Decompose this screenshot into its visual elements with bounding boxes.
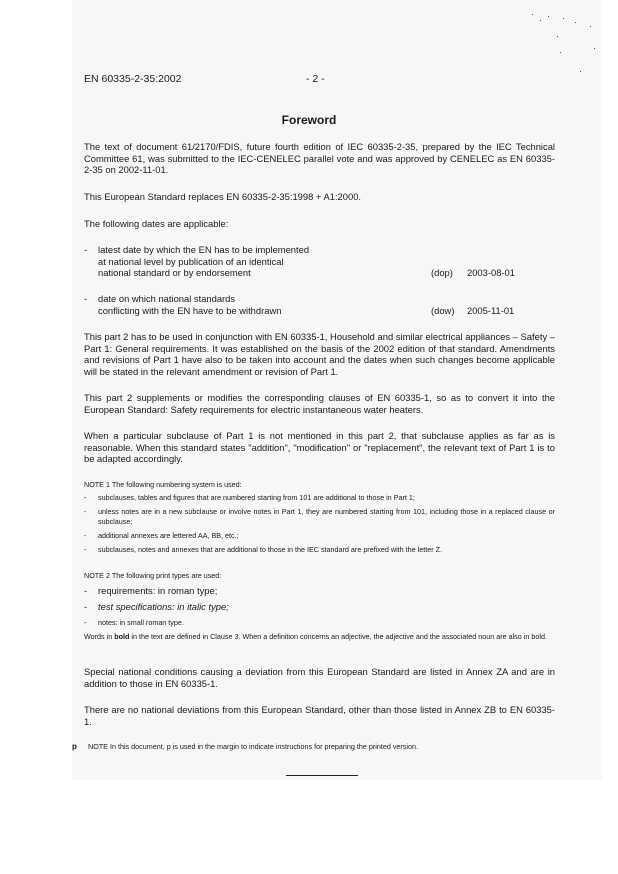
scan-speckle [548,16,549,17]
paragraph-intro: The text of document 61/2170/FDIS, future fourth edition of IEC 60335-2-35, prepared by the IEC Technical Committee 61, was submitted to the IEC-CENELEC parallel vote and was approved by CENELEC as EN 60335-2-35 on 2002-11-01. [84,141,555,176]
print-type-text: test specifications: in italic type; [98,601,229,612]
margin-marker: p [72,742,77,751]
list-dash: - [84,545,87,554]
document-id: EN 60335-2-35:2002 [84,73,182,85]
paragraph-national-deviations: There are no national deviations from this European Standard, other than those listed in Annex ZB to EN 60335-1. [84,704,555,727]
bold-note-post: in the text are defined in Clause 3. When a definition concerns an adjective, the adjective and the associated noun are also in bold. [129,632,547,641]
scan-speckle [594,48,595,49]
paragraph-replaces: This European Standard replaces EN 60335-2-35:1998 + A1:2000. [84,191,362,202]
date-item-line: latest date by which the EN has to be implemented [98,244,310,255]
page-number: - 2 - [306,73,325,85]
list-dash: - [84,493,87,502]
paragraph-supplements: This part 2 supplements or modifies the corresponding clauses of EN 60335-1, so as to convert it into the European Standard: Safety requirements for electric instantaneous water heaters. [84,392,555,415]
print-type-text: requirements: in roman type; [98,585,218,596]
date-code-dow: (dow) [431,305,455,316]
date-code-dop: (dop) [431,267,453,278]
list-dash: - [84,601,88,612]
date-item-line: conflicting with the EN have to be withdrawn [98,304,282,316]
scan-speckle [557,36,558,37]
date-item-line: date on which national standards [98,293,236,304]
note-1-item-text: unless notes are in a new subclause or involve notes in Part 1, they are numbered starting from 101, including those in a replaced clause or subclause; [98,507,555,526]
note-1-item-text: subclauses, tables and figures that are numbered starting from 101 are additional to those in Part 1; [98,493,415,502]
list-dash: - [84,585,88,596]
list-dash: - [84,618,87,627]
paragraph-part1-usage: This part 2 has to be used in conjunction with EN 60335-1, Household and similar electrical appliances – Safety – Part 1: General requirements. It was established on the basis of the 2002 edition of that standard. Amendments and revisions of Part 1 have also to be taken into account and the dates when such changes become applicable will be stated in the relevant amendment or revision of Part 1. [84,331,555,377]
scan-speckle [580,71,581,72]
scan-speckle [590,26,591,27]
print-type-text: notes: in small roman type. [98,618,184,627]
paragraph-subclause: When a particular subclause of Part 1 is not mentioned in this part 2, that subclause applies as far as is reasonable. When this standard states "addition", "modification" or "replacement", the relevant text of Part 1 is to be adapted accordingly. [84,430,555,465]
list-dash: - [84,531,87,540]
note-1-item-text: subclauses, notes and annexes that are additional to those in the IEC standard are prefixed with the letter Z. [98,545,443,554]
scan-speckle [540,20,541,21]
bold-note-pre: Words in [84,632,115,641]
paragraph-dates-intro: The following dates are applicable: [84,218,229,229]
paragraph-special-conditions: Special national conditions causing a deviation from this European Standard are listed in Annex ZA and are in addition to those in EN 60335-1. [84,666,555,689]
end-rule [286,775,358,776]
list-dash: - [84,293,88,304]
list-dash: - [84,507,87,516]
note-1-item-text: additional annexes are lettered AA, BB, etc.; [98,531,239,540]
bold-note-bold: bold [114,632,130,641]
date-value-dop: 2003-08-01 [467,267,515,278]
scan-speckle [563,18,564,19]
note-2-heading: NOTE 2 The following print types are used: [84,571,222,580]
scan-speckle [560,52,561,53]
page-title: Foreword [281,113,337,127]
final-note: NOTE In this document, p is used in the margin to indicate instructions for preparing the printed version. [88,742,418,751]
scan-speckle [575,22,576,23]
date-item-line: national standard or by endorsement [98,267,251,279]
bold-definition-note [84,632,555,642]
date-item-line: at national level by publication of an identical [98,255,284,267]
note-1-heading: NOTE 1 The following numbering system is used: [84,480,242,489]
list-dash: - [84,244,88,255]
date-value-dow: 2005-11-01 [467,305,515,316]
scan-speckle [532,14,533,15]
